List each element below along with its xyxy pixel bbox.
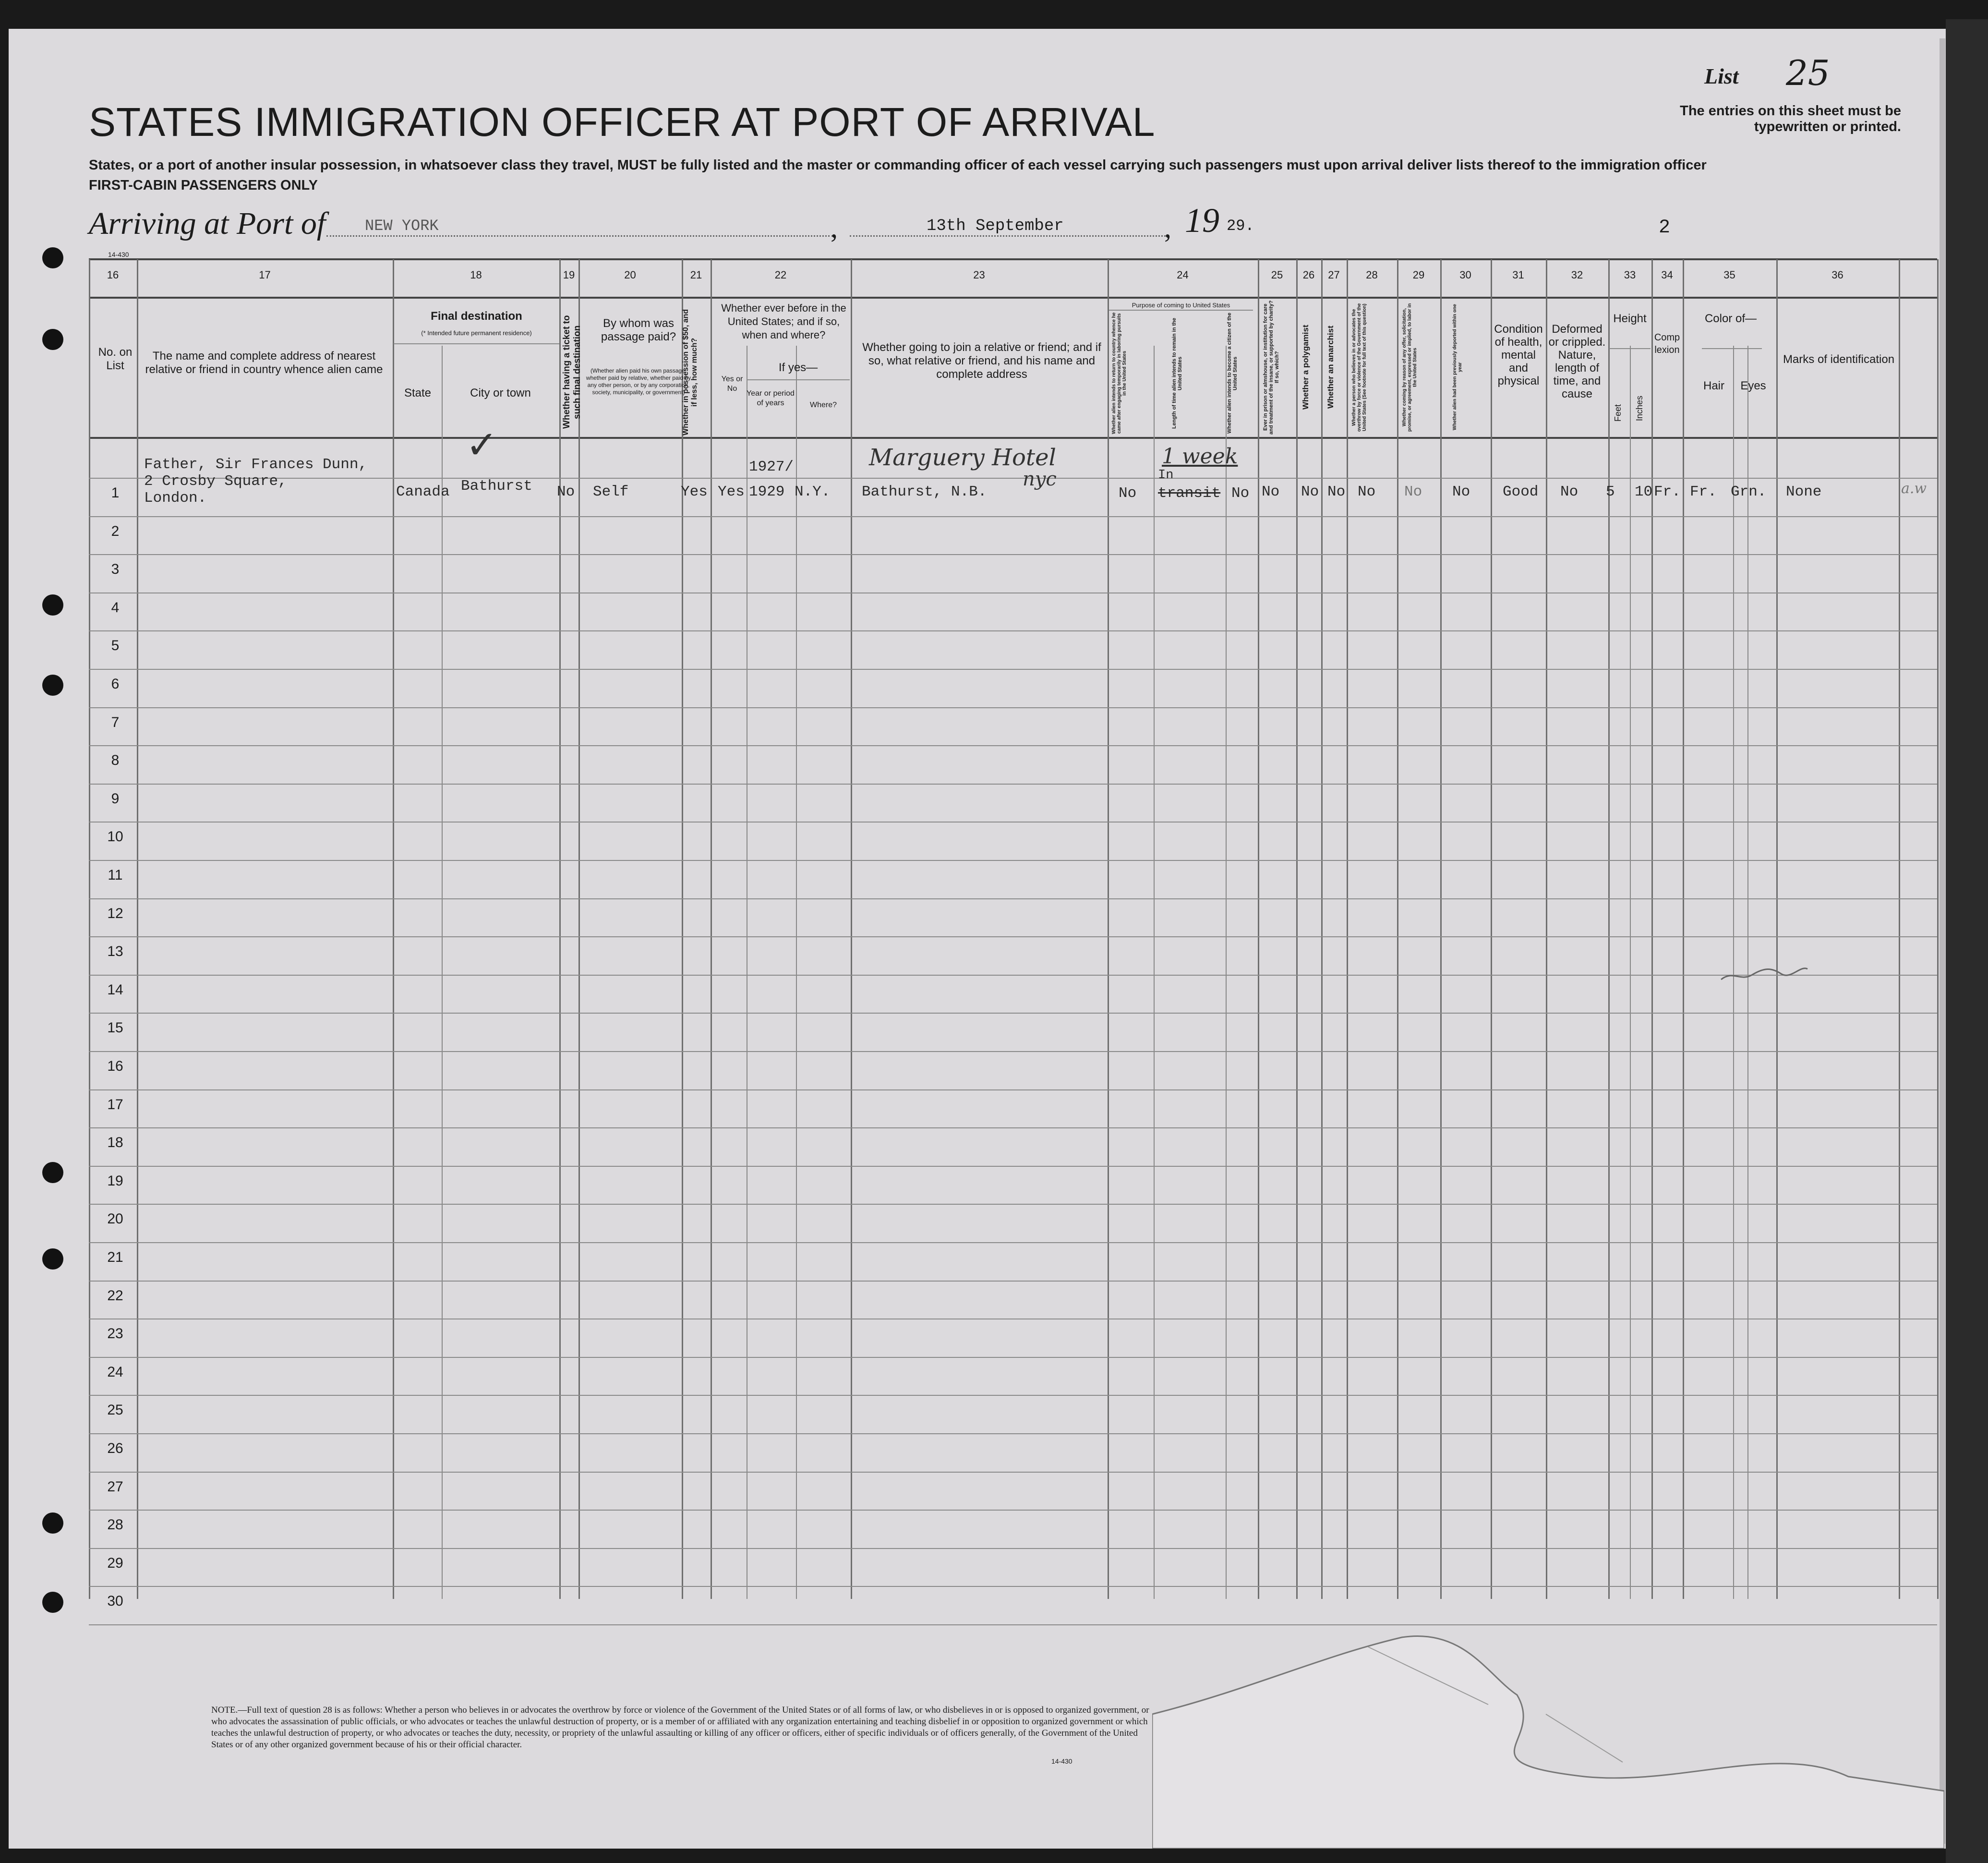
column-number: 16 (107, 269, 119, 281)
column-number: 35 (1723, 269, 1735, 281)
row-number: 18 (107, 1135, 123, 1150)
dest-state: Canada (396, 484, 450, 500)
row-rule (89, 1357, 1937, 1358)
row-number: 30 (107, 1593, 123, 1609)
row-rule (89, 822, 1937, 823)
col-where: Where? (809, 401, 837, 409)
punch-hole (42, 675, 63, 696)
row-number: 21 (107, 1249, 123, 1265)
punch-hole (42, 594, 63, 616)
col-q30: Whether alien had been previously deported within one year (1452, 304, 1463, 431)
date-dotted-line (850, 235, 1169, 237)
row-rule (89, 1166, 1937, 1167)
col-purpose: Purpose of coming to United States (1132, 302, 1230, 309)
col-anarchist: Whether an anarchist (1326, 326, 1335, 409)
row-rule (89, 1472, 1937, 1473)
column-rule (578, 259, 580, 1599)
purpose-b-typed-top: In (1158, 468, 1174, 483)
col-no-on-list: No. on List (98, 346, 133, 372)
punch-hole (42, 1248, 63, 1270)
row-number: 11 (108, 867, 123, 883)
row-number: 29 (107, 1555, 123, 1571)
col-q28: Whether a person who believes in or advocates the overthrow by force or violence of the Government of the United States (See footnote for full text of this question) (1351, 303, 1367, 432)
fifty-value: Yes (681, 484, 708, 500)
row-number: 1 (111, 485, 120, 501)
row-rule (89, 707, 1937, 708)
row-rule (89, 1127, 1937, 1128)
row-rule (89, 860, 1937, 861)
punch-hole (42, 329, 63, 350)
q28-value: No (1358, 484, 1376, 500)
column-number: 20 (624, 269, 636, 281)
class-line: FIRST-CABIN PASSENGERS ONLY (89, 178, 318, 193)
column-rule (1440, 259, 1442, 1599)
polygamist-value: No (1301, 484, 1319, 500)
column-number: 19 (563, 269, 575, 281)
column-rule (711, 259, 712, 1599)
arriving-label: Arriving at Port of (89, 206, 326, 241)
list-number: 25 (1786, 53, 1830, 93)
color-divider (1702, 348, 1762, 349)
col-purpose-a: Whether alien intends to return to country whence he came after engaging temporarily in laboring pursuits in the United States (1111, 312, 1127, 435)
column-rule (1546, 259, 1547, 1599)
column-number: 18 (470, 269, 482, 281)
col-before-in-us: Whether ever before in the United States; and if so, when and where? (721, 302, 846, 341)
q30-value: No (1452, 484, 1470, 500)
row-number: 14 (107, 982, 123, 998)
row-number: 3 (111, 561, 120, 577)
adjacent-page (1946, 19, 1988, 1863)
eyes-value: Grn. (1731, 484, 1767, 500)
row-number: 8 (111, 752, 120, 768)
purpose-b-handwritten: 1 week (1162, 444, 1238, 469)
subcolumn-rule (1630, 346, 1631, 1599)
row-rule (89, 478, 1937, 479)
column-rule (1776, 259, 1778, 1599)
table-header-rule (89, 297, 1937, 299)
column-rule (1347, 259, 1348, 1599)
column-rule (559, 259, 561, 1599)
row-number: 13 (107, 944, 123, 959)
row-number: 17 (107, 1097, 123, 1113)
column-rule (1397, 259, 1398, 1599)
where-value: N.Y. (795, 484, 831, 500)
subcolumn-rule (796, 346, 797, 1599)
column-rule (1937, 259, 1939, 1599)
inches-value: 10 (1635, 484, 1653, 500)
row-rule (89, 1395, 1937, 1396)
row-rule (89, 936, 1937, 937)
column-rule (1683, 259, 1684, 1599)
year-value: 1929 (749, 484, 785, 500)
row-rule (89, 1051, 1937, 1052)
column-rule (393, 259, 394, 1599)
entries-note: The entries on this sheet must be typewritten or printed. (1680, 103, 1901, 134)
hair-value: Fr. (1690, 484, 1717, 500)
col-ticket: Whether having a ticket to such final destination (562, 315, 582, 429)
subcolumn-rule (1154, 346, 1155, 1599)
row-rule (89, 1281, 1937, 1282)
row-number: 27 (107, 1479, 123, 1495)
row-number: 16 (107, 1058, 123, 1074)
col-q29: Whether coming by reason of any offer, solicitation, promise, or agreement, expressed or implied, to labor in the United States (1402, 303, 1418, 432)
row-rule (89, 1586, 1937, 1587)
column-number: 31 (1512, 269, 1524, 281)
col-purpose-b: Length of time alien intends to remain in the United States (1171, 317, 1183, 429)
column-rule (1899, 259, 1900, 1599)
column-number: 28 (1366, 269, 1378, 281)
row-rule (89, 898, 1937, 899)
footnote: NOTE.—Full text of question 28 is as follows: Whether a person who believes in or advocates the overthrow by force or violence of the Government of the United States or of all forms of law, or who disbelieves in or is opposed to organized government, or who advocates the assassination of public officials, or who advocates or teaches the unlawful destruction of property, or is a member of or affiliated with any organization entertaining and teaching disbelief in or opposition to organized government or which teaches the unlawful destruction of property, or who advocates or teaches the duty, necessity, or propriety of the unlawful assaulting or killing of any officer or officers, either of specific individuals or of officers generally, of the Government of the United States or of any other organized government because of his or their official character. (211, 1705, 1149, 1750)
height-divider (1609, 348, 1651, 349)
row-rule (89, 975, 1937, 976)
column-number: 27 (1328, 269, 1340, 281)
table-top-rule (89, 258, 1937, 260)
list-label: List (1704, 64, 1739, 88)
punch-hole (42, 1512, 63, 1534)
torn-paper-area (1152, 1618, 1944, 1849)
col-marks: Marks of identification (1783, 353, 1895, 366)
row-number: 28 (107, 1517, 123, 1533)
footnote-code: 14-430 (1051, 1757, 1072, 1765)
column-rule (1321, 259, 1323, 1599)
relative-line-3: London. (144, 490, 207, 507)
column-rule (89, 259, 90, 1599)
col-state: State (404, 387, 432, 399)
row-rule (89, 630, 1937, 631)
row-rule (89, 669, 1937, 670)
if-yes-divider (747, 379, 850, 380)
condition-value: Good (1503, 484, 1539, 500)
row-rule (89, 1242, 1937, 1243)
row-number: 9 (111, 791, 120, 807)
col-condition: Condition of health, mental and physical (1494, 323, 1543, 387)
row-number: 26 (107, 1440, 123, 1456)
row-rule (89, 1548, 1937, 1549)
column-rule (1491, 259, 1492, 1599)
column-rule (1651, 259, 1653, 1599)
row-number: 6 (111, 676, 120, 692)
port-dotted-line (326, 235, 833, 237)
col-year-period: Year or period of years (747, 389, 795, 407)
ticket-value: No (557, 484, 575, 500)
column-number: 34 (1661, 269, 1673, 281)
row-number: 12 (107, 906, 123, 921)
col-height: Height (1613, 312, 1647, 325)
col-final-destination-note: (* Intended future permanent residence) (421, 329, 532, 337)
deformed-value: No (1560, 484, 1578, 500)
instructions-line: States, or a port of another insular possession, in whatsoever class they travel, MUST be fully listed and the master or commanding officer of each vessel carrying such passengers must upon arrival deliver lists thereof to the immigration officer (89, 157, 1707, 173)
relative-line-1: Father, Sir Frances Dunn, (144, 456, 368, 473)
col-nearest-relative: The name and complete address of nearest relative or friend in country whence alien came (145, 350, 383, 376)
col-color-of: Color of— (1704, 312, 1757, 325)
col-inches: Inches (1635, 395, 1644, 421)
row-number: 19 (107, 1173, 123, 1189)
joining-handwritten-2: nyc (1023, 468, 1057, 490)
col-eyes: Eyes (1740, 379, 1766, 392)
row-rule (89, 1013, 1937, 1014)
row-number: 22 (107, 1288, 123, 1304)
column-number: 36 (1831, 269, 1843, 281)
col-polygamist: Whether a polygamist (1301, 325, 1310, 410)
prison-value: No (1262, 484, 1280, 500)
column-rule (1296, 259, 1298, 1599)
col-if-yes: If yes— (778, 361, 818, 374)
pencil-squiggle (1719, 960, 1810, 984)
row-rule (89, 1433, 1937, 1434)
purpose-b-typed: transit (1158, 485, 1221, 502)
relative-line-2: 2 Crosby Square, (144, 473, 287, 490)
joining-handwritten: Marguery Hotel (869, 444, 1056, 471)
subcolumn-rule (442, 346, 443, 1599)
punch-hole (42, 1162, 63, 1183)
handwritten-checkmark: ✓ (466, 423, 498, 467)
row-number: 25 (107, 1402, 123, 1418)
year-top: 1927/ (749, 459, 794, 475)
feet-value: 5 (1606, 484, 1615, 500)
complexion-value: Fr. (1654, 484, 1681, 500)
column-number: 23 (973, 269, 985, 281)
table-header-bottom (89, 437, 1937, 439)
col-city: City or town (470, 387, 531, 399)
col-passage-note: (Whether alien paid his own passage, whether paid by relative, whether paid by any other person, or by any corporation, society, municipality, or government) (586, 367, 691, 396)
sheet-edge (1940, 38, 1945, 1844)
page-title: STATES IMMIGRATION OFFICER AT PORT OF ARRIVAL (89, 99, 1156, 145)
row-number: 7 (111, 714, 120, 730)
destination-divider (394, 343, 559, 344)
purpose-c-value: No (1231, 485, 1250, 502)
col-complexion: Complexion (1654, 332, 1680, 355)
column-number: 30 (1459, 269, 1471, 281)
column-number: 25 (1271, 269, 1283, 281)
purpose-a-value: No (1119, 485, 1137, 502)
col-hair: Hair (1703, 379, 1724, 392)
before-value: Yes (718, 484, 745, 500)
row-rule (89, 745, 1937, 746)
col-deformed: Deformed or crippled. Nature, length of time, and cause (1548, 323, 1606, 400)
column-number: 33 (1624, 269, 1636, 281)
column-rule (1108, 259, 1109, 1599)
passage-value: Self (593, 484, 629, 500)
col-final-destination: Final destination (431, 310, 522, 323)
row-rule (89, 1204, 1937, 1205)
column-number: 17 (259, 269, 271, 281)
year-prefix: 19 (1185, 201, 1219, 240)
row-number: 2 (111, 523, 120, 539)
row-rule (89, 516, 1937, 517)
row-number: 4 (111, 600, 120, 616)
column-number: 21 (690, 269, 702, 281)
comma: , (1164, 212, 1171, 243)
col-passage-paid: By whom was passage paid? (601, 317, 676, 343)
form-code: 14-430 (108, 251, 129, 258)
marks-value: None (1786, 484, 1822, 500)
margin-initials: a.w (1901, 480, 1927, 497)
punch-hole (42, 247, 63, 268)
year-suffix: 29. (1227, 217, 1254, 235)
column-rule (682, 259, 683, 1599)
manifest-sheet (9, 29, 1946, 1849)
row-number: 15 (107, 1020, 123, 1036)
column-rule (851, 259, 852, 1599)
col-purpose-c: Whether alien intends to become a citizen of the United States (1227, 313, 1238, 434)
row-number: 20 (107, 1211, 123, 1227)
joining-value: Bathurst, N.B. (862, 484, 987, 500)
port-value: NEW YORK (365, 217, 439, 235)
row-number: 5 (111, 638, 120, 653)
column-number: 24 (1177, 269, 1189, 281)
col-prison: Ever in prison or almshouse, or institution for care and treatment of the insane, or supported by charity? If so, which? (1263, 300, 1280, 435)
column-number: 22 (774, 269, 787, 281)
column-rule (1608, 259, 1610, 1599)
subcolumn-rule (1226, 346, 1227, 1599)
date-value: 13th September (927, 217, 1064, 235)
row-rule (89, 554, 1937, 555)
purpose-divider (1109, 310, 1253, 311)
sheet-number: 2 (1659, 217, 1671, 239)
row-number: 23 (107, 1326, 123, 1342)
column-number: 29 (1412, 269, 1425, 281)
row-rule (89, 784, 1937, 785)
column-rule (1258, 259, 1259, 1599)
anarchist-value: No (1327, 484, 1346, 500)
column-number: 32 (1571, 269, 1583, 281)
q29-value: No (1404, 484, 1422, 500)
column-rule (137, 259, 138, 1599)
row-rule (89, 1089, 1937, 1090)
dest-city: Bathurst (461, 478, 532, 495)
row-rule (89, 1510, 1937, 1511)
col-yes-or-no: Yes or No (721, 375, 743, 393)
col-feet: Feet (1613, 404, 1623, 422)
column-number: 26 (1302, 269, 1315, 281)
col-joining: Whether going to join a relative or friend; and if so, what relative or friend, and his name and complete address (862, 341, 1101, 381)
comma: , (831, 212, 838, 243)
punch-hole (42, 1592, 63, 1613)
col-fifty-dollars: Whether in possession of $50, and if less, how much? (682, 309, 699, 436)
row-number: 24 (107, 1364, 123, 1380)
row-number: 10 (107, 829, 123, 845)
